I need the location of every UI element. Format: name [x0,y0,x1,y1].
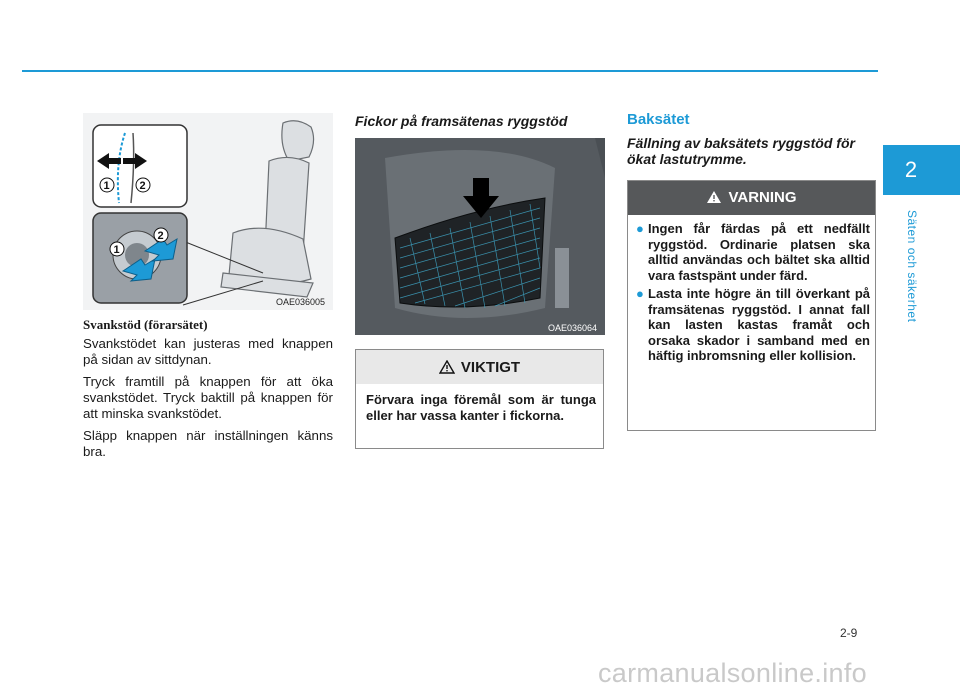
image-code: OAE036005 [276,297,326,307]
page-number: 2-9 [840,626,858,640]
warning-box [627,180,876,431]
warning-item-text: Lasta inte högre än till överkant på framsätenas ryggstöd. I annat fall kan lasten kastas framåt och orsaka skador i samband med en häftig inbromsning eller kollision. [648,286,870,363]
watermark: carmanualsonline.info [598,658,867,688]
chapter-number: 2 [904,157,918,182]
notice-box [355,349,604,449]
bullet-icon: ● [636,286,644,301]
callout-1-top: 1 [103,180,110,192]
seatback-pocket-photo [355,138,605,335]
notice-text: Förvara inga föremål som är tunga eller har vassa kanter i fickorna. [366,392,596,423]
notice-header [356,350,603,384]
warning-header [628,181,875,215]
bullet-icon: ● [636,221,644,236]
warning-item-text: Ingen får färdas på ett nedfällt ryggstöd. Ordinarie platsen ska alltid användas och bältet ska alltid vara fastspänt under färd. [648,221,870,283]
paragraph-1: Svankstödet kan justeras med knappen på sidan av sittdynan. [83,336,333,367]
subheading-fold: Fällning av baksätets ryggstöd för ökat lastutrymme. [627,135,855,167]
notice-title-row [356,359,603,376]
callout-2-top: 2 [139,180,146,192]
section-heading-rear-seat: Baksätet [627,111,690,128]
image-code-pocket: OAE036064 [548,323,598,333]
warning-triangle-icon [706,190,722,204]
callout-1-bottom: 1 [113,244,120,256]
seat-drawing [221,121,314,297]
warning-title-row [628,189,875,206]
header-rule [22,70,878,72]
warning-item [636,221,870,283]
warning-list [636,221,870,367]
warning-item [636,286,870,364]
paragraph-3: Släpp knappen när inställningen känns bra. [83,428,333,459]
notice-title: VIKTIGT [460,359,521,376]
chapter-title: Säten och säkerhet [905,210,919,323]
callout-2-bottom: 2 [157,230,164,242]
paragraph-2: Tryck framtill på knappen för att öka svankstödet. Tryck baktill på knappen för att minska svankstödet. [83,374,333,421]
warning-title: VARNING [728,189,797,206]
chapter-tab [883,145,960,195]
lumbar-support-illustration [83,113,333,310]
section-heading-pockets: Fickor på framsätenas ryggstöd [355,113,568,129]
warning-triangle-icon [439,360,455,374]
section-heading-lumbar: Svankstöd (förarsätet) [83,317,208,332]
